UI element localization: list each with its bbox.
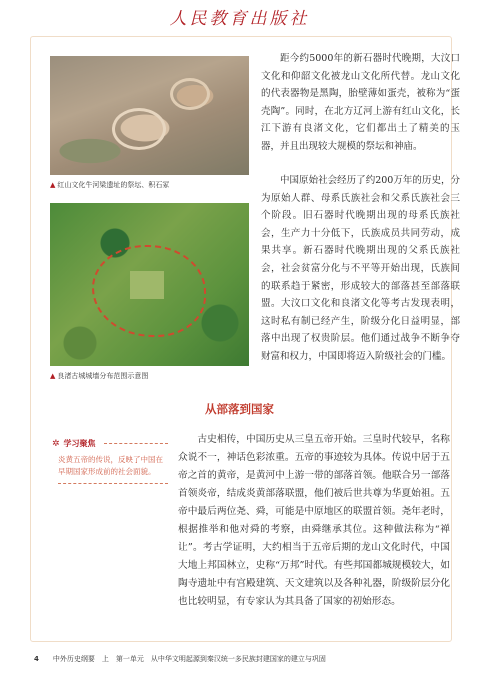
- paragraph: 中国原始社会经历了约200万年的历史，分为原始人群、母系氏族社会和父系氏族社会三个阶段。旧石器时代晚期出现的母系氏族社会，生产力十分低下，氏族成员共同劳动，成果共享。新石器时代晚期出现的父系氏族社会，社会贫富分化与不平等开始出现，氏族间的联系趋于紧密，形成较大的部落甚至部落联盟。大汶口文化和良渚文化等考古发现表明，这时私有制已经产生，阶级分化日益明显，部落中出现了权贵阶层。他们通过战争不断争夺财富和权力，中国即将迈入阶级社会的门槛。: [261, 175, 460, 362]
- liangzhu-city-map: [50, 203, 249, 366]
- triangle-icon: ▲: [50, 372, 56, 380]
- body-text-column: [261, 172, 460, 366]
- dashed-divider: [104, 443, 168, 444]
- altar-ring: [112, 108, 166, 150]
- dashed-divider: [58, 483, 168, 484]
- study-focus-sidebar: [52, 438, 168, 484]
- section-title: 从部落到国家: [205, 402, 274, 416]
- figure-caption: ▲ 红山文化牛河梁遗址的祭坛、积石冢: [50, 181, 170, 189]
- sidebar-header: [52, 438, 168, 449]
- star-icon: ✲: [52, 438, 60, 449]
- palace-core-area: [130, 271, 164, 299]
- publisher-header: 人民教育出版社: [169, 9, 310, 29]
- altar-ring: [170, 78, 210, 110]
- figure-caption: ▲ 良渚古城城墙分布范围示意图: [50, 372, 149, 380]
- body-text-column: [261, 50, 460, 156]
- sidebar-body: 炎黄五帝的传说，反映了中国在早期国家形成前的社会面貌。: [58, 455, 163, 476]
- footer-text: 中外历史纲要 上 第一单元 从中华文明起源到秦汉统一多民族封建国家的建立与巩固: [52, 655, 326, 663]
- hongshan-altar-photo: [50, 56, 249, 175]
- page-number: 4: [34, 655, 39, 663]
- body-text-column: [178, 431, 450, 611]
- page-footer: [34, 654, 326, 664]
- sidebar-title: 学习聚焦: [63, 439, 96, 448]
- triangle-icon: ▲: [50, 181, 56, 189]
- paragraph: 距今约5000年的新石器时代晚期，大汶口文化和仰韶文化被龙山文化所代替。龙山文化的代表器物是黑陶，胎壁薄如蛋壳，被称为“蛋壳陶”。同时，在北方辽河上游有红山文化，长江下游有良渚文化，它们都出土了精美的玉器，并且出现较大规模的祭坛和神庙。: [261, 53, 460, 152]
- paragraph: 古史相传，中国历史从三皇五帝开始。三皇时代较早，名称众说不一，神话色彩浓重。五帝的事迹较为具体。传说中居于五帝之首的黄帝，是黄河中上游一带的部落首领。他联合另一部落首领炎帝，结成炎黄部落联盟，他们被后世共尊为华夏始祖。五帝中最后两位尧、舜，可能是中原地区的联盟首领。尧年老时，根据推举和他对舜的考察，由舜继承其位。这种做法称为“禅让”。考古学证明，大约相当于五帝后期的龙山文化时代，中国大地上邦国林立，史称“万邦”时代。有些邦国都城规模较大，如陶寺遗址中有宫殿建筑、天文建筑以及各种礼器，阶级阶层分化也比较明显，有专家认为其具备了国家的初始形态。: [178, 434, 450, 607]
